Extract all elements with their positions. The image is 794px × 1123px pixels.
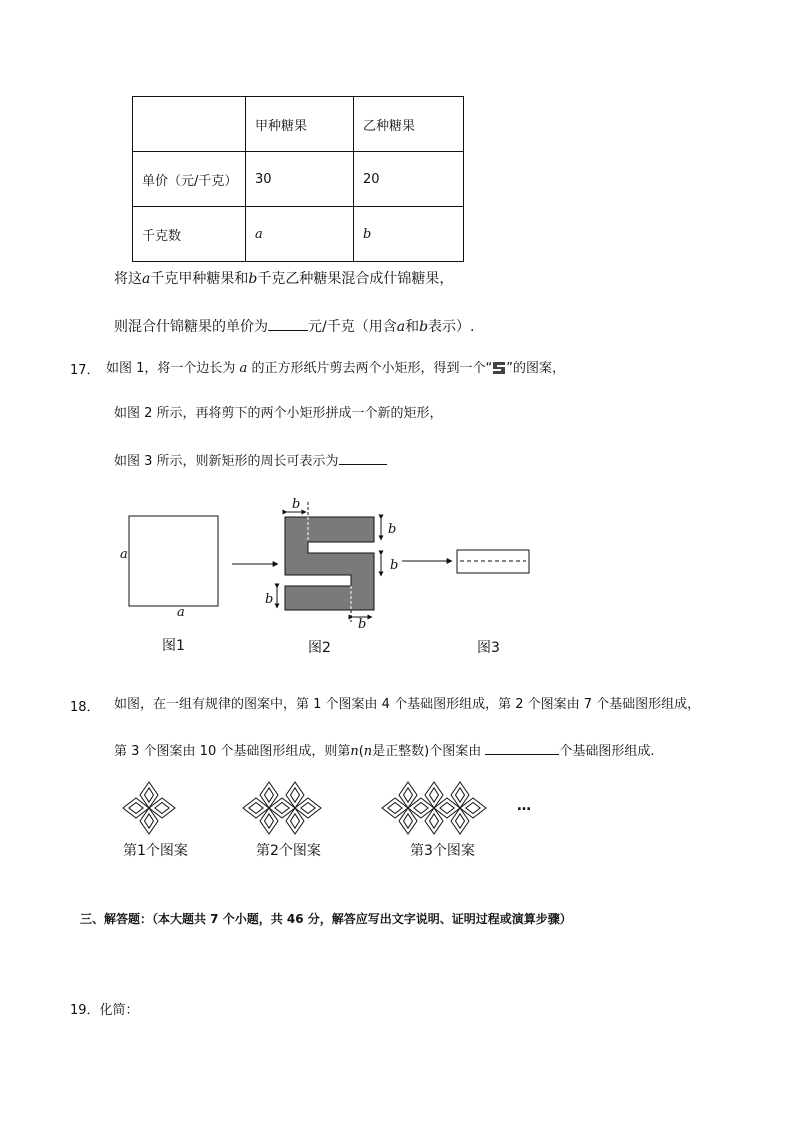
ellipsis: … (517, 798, 531, 814)
pattern-label: 第3个图案 (410, 843, 475, 859)
fig2-label-b: b (388, 522, 397, 537)
fig2-label-b: b (390, 558, 399, 573)
section-heading: 三、解答题：（本大题共 7 个小题，共 46 分，解答应写出文字说明、证明过程或演算步骤） (80, 912, 572, 926)
q16-line2: 则混合什锦糖果的单价为 元/千克（用含a和b表示）. (114, 316, 475, 336)
s-shape-icon (492, 361, 506, 381)
fig3-caption: 图3 (477, 640, 500, 656)
answer-blank (485, 740, 559, 755)
fig2-caption: 图2 (308, 640, 331, 656)
fig2-label-b: b (292, 497, 301, 512)
q17-line2: 如图 2 所示，再将剪下的两个小矩形拼成一个新的矩形， (114, 406, 443, 421)
table-header-cell: 乙种糖果 (354, 97, 464, 152)
pattern-figure (123, 782, 175, 834)
table-cell: b (354, 207, 464, 262)
q18-line2: 第 3 个图案由 10 个基础图形组成，则第n(n是正整数)个图案由 个基础图形组成. (114, 740, 655, 761)
fig2-label-b: b (358, 617, 367, 632)
fig2-label-b: b (265, 592, 274, 607)
q18-patterns (0, 778, 794, 858)
price-table (132, 96, 464, 262)
table-cell: 20 (354, 152, 464, 207)
table-row-label: 千克数 (133, 207, 246, 262)
q18-line1: 如图，在一组有规律的图案中，第 1 个图案由 4 个基础图形组成，第 2 个图案由 7 个基础图形组成， (114, 697, 701, 712)
table-cell: 30 (246, 152, 354, 207)
q17-line1: 如图 1，将一个边长为 a 的正方形纸片剪去两个小矩形，得到一个“ ”的图案， (106, 360, 565, 381)
q16-line1: 将这a千克甲种糖果和b千克乙种糖果混合成什锦糖果， (114, 271, 454, 287)
fig1-label-a-bottom: a (177, 605, 185, 620)
pattern-figure (243, 782, 321, 834)
fig1-label-a-left: a (120, 547, 128, 562)
q17-figure (0, 495, 794, 665)
q19-text: 19．化简： (70, 1003, 139, 1018)
fig1-square (129, 516, 218, 606)
table-row (133, 207, 464, 262)
answer-blank (268, 316, 308, 331)
pattern-label: 第1个图案 (123, 843, 188, 859)
table-header-row (133, 97, 464, 152)
table-row (133, 152, 464, 207)
pattern-label: 第2个图案 (256, 843, 321, 859)
table-header-cell (133, 97, 246, 152)
q18-number: 18． (70, 700, 100, 715)
answer-blank (339, 450, 387, 465)
table-row-label: 单价（元/千克） (133, 152, 246, 207)
q17-number: 17． (70, 363, 100, 378)
q17-line3: 如图 3 所示，则新矩形的周长可表示为 (114, 450, 387, 471)
table-header-cell: 甲种糖果 (246, 97, 354, 152)
pattern-figure (382, 782, 486, 834)
table-cell: a (246, 207, 354, 262)
fig2-s-shape (285, 517, 374, 610)
fig1-caption: 图1 (162, 638, 185, 654)
